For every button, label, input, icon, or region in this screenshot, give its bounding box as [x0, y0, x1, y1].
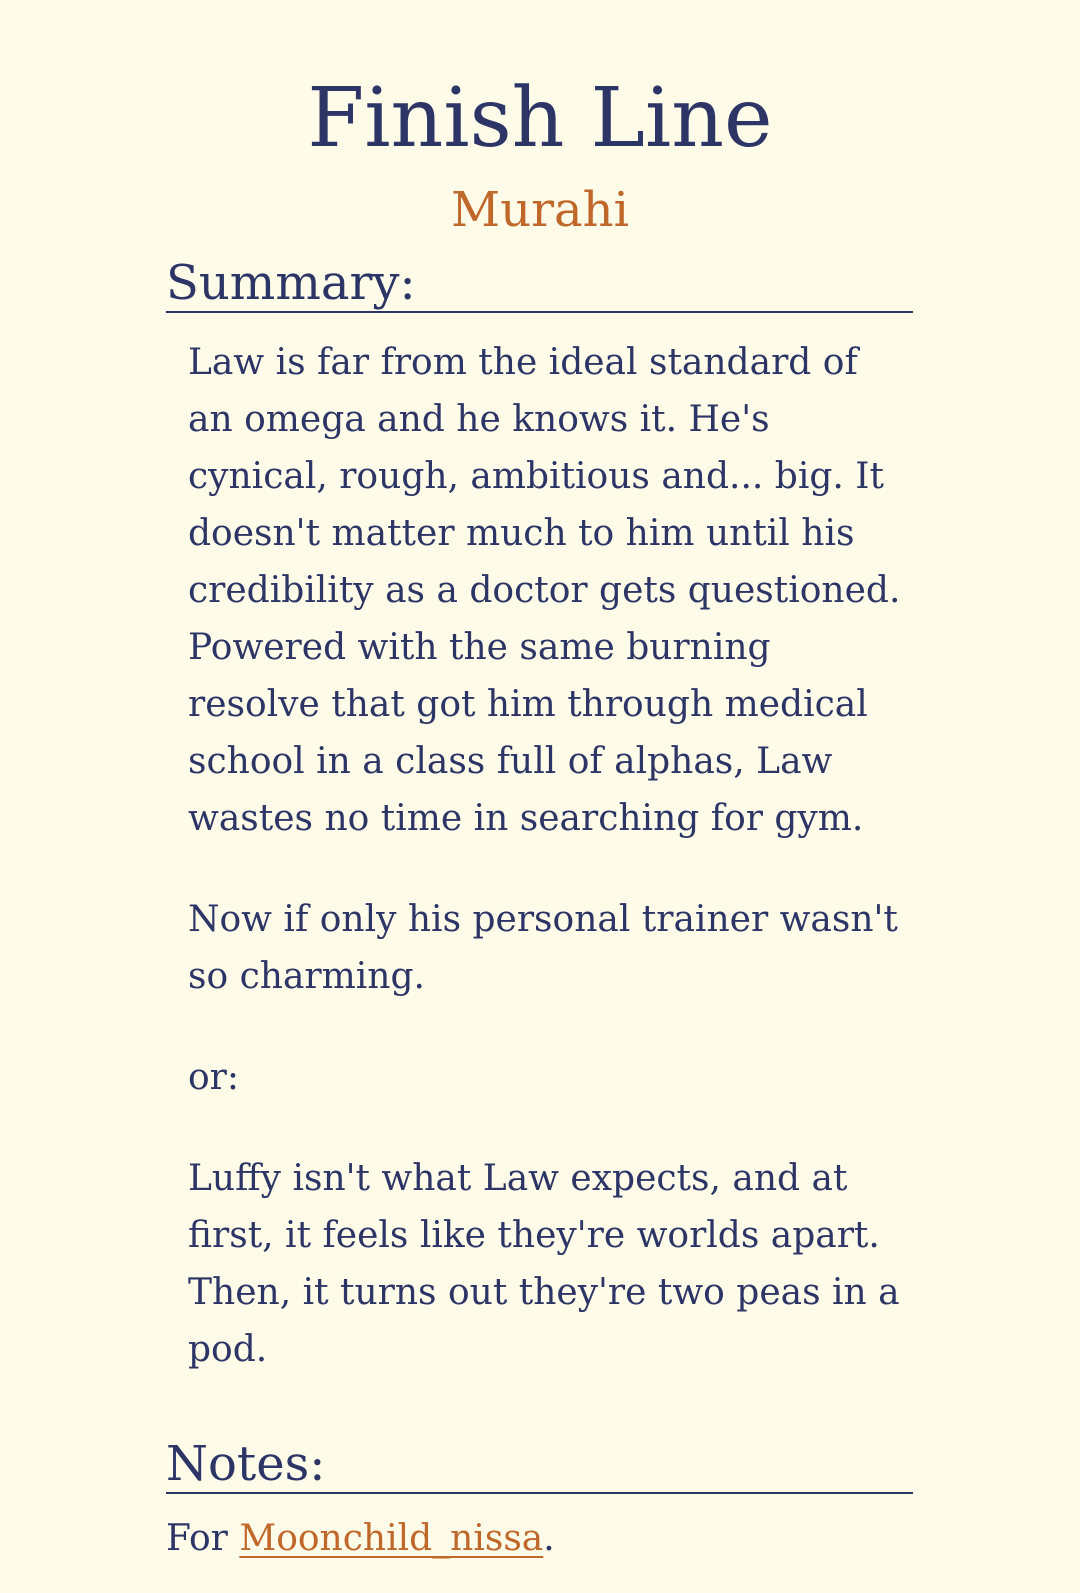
- summary-paragraph: Now if only his personal trainer wasn't so charming.: [188, 899, 898, 997]
- author-name[interactable]: Murahi: [451, 182, 629, 238]
- notes-heading: Notes:: [166, 1436, 913, 1494]
- notes-suffix: .: [543, 1518, 555, 1559]
- notes-text: [166, 1510, 555, 1567]
- summary-block: [188, 334, 908, 1422]
- work-title: Finish Line: [307, 71, 773, 166]
- summary-heading: Summary:: [166, 255, 913, 313]
- summary-paragraph: Luffy isn't what Law expects, and at first, it feels like they're worlds apart. Then, it turns out they're two peas in a pod.: [188, 1158, 900, 1370]
- notes-prefix: For: [166, 1518, 240, 1559]
- gift-recipient-link[interactable]: Moonchild_nissa: [239, 1518, 544, 1559]
- summary-paragraph: Law is far from the ideal standard of an omega and he knows it. He's cynical, rough, ambitious and... big. It doesn't matter much to him until his credibility as a doctor gets questioned. Powered with the same burning resolve that got him through medical school in a class full of alphas, Law wastes no time in searching for gym.: [188, 342, 901, 839]
- summary-paragraph: or:: [188, 1057, 240, 1098]
